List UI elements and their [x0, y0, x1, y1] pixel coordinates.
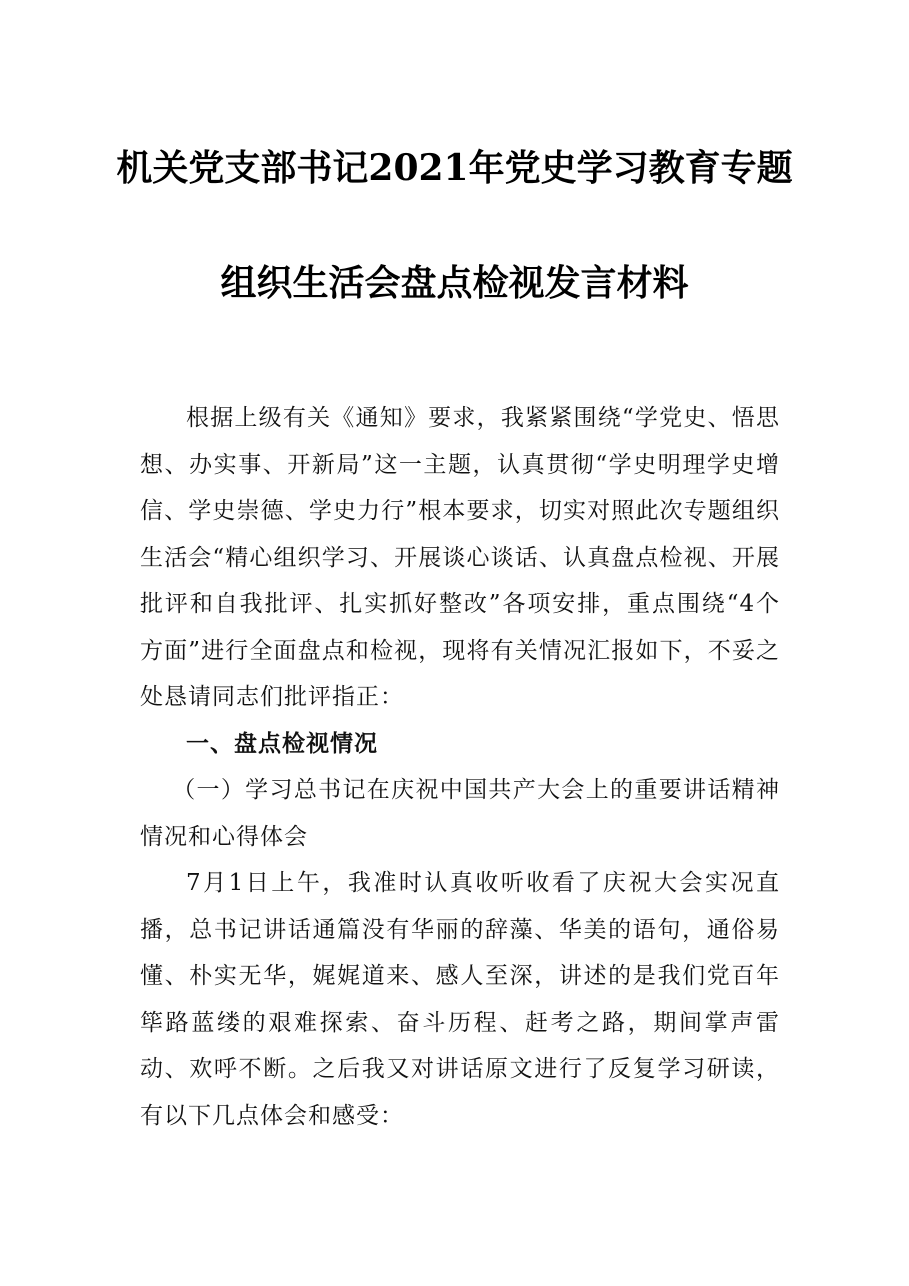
document-title-line-2: 组织生活会盘点检视发言材料: [220, 262, 689, 304]
section-heading: 一、盘点检视情况: [186, 729, 378, 757]
subsection-heading: （一）学习总书记在庆祝中国共产大会上的重要讲话精神情况和心得体会: [140, 777, 780, 850]
intro-paragraph: 根据上级有关《通知》要求，我紧紧围绕“学党史、悟思想、办实事、开新局”这一主题，认真贯彻“学史明理学史增信、学史崇德、学史力行”根本要求，切实对照此次专题组织生活会“精心组织学习、开展谈心谈话、认真盘点检视、开展批评和自我批评、扎实抓好整改”各项安排，重点围绕“4个方面”进行全面盘点和检视，现将有关情况汇报如下，不妥之处恳请同志们批评指正：: [140, 405, 780, 710]
document-body: [140, 395, 780, 1139]
body-paragraph: 7月1日上午，我准时认真收听收看了庆祝大会实况直播，总书记讲话通篇没有华丽的辞藻、华美的语句，通俗易懂、朴实无华，娓娓道来、感人至深，讲述的是我们党百年筚路蓝缕的艰难探索、奋斗历程、赶考之路，期间掌声雷动、欢呼不断。之后我又对讲话原文进行了反复学习研读，有以下几点体会和感受：: [140, 870, 780, 1129]
document-title-line-1: 机关党支部书记2021年党史学习教育专题: [116, 147, 793, 189]
